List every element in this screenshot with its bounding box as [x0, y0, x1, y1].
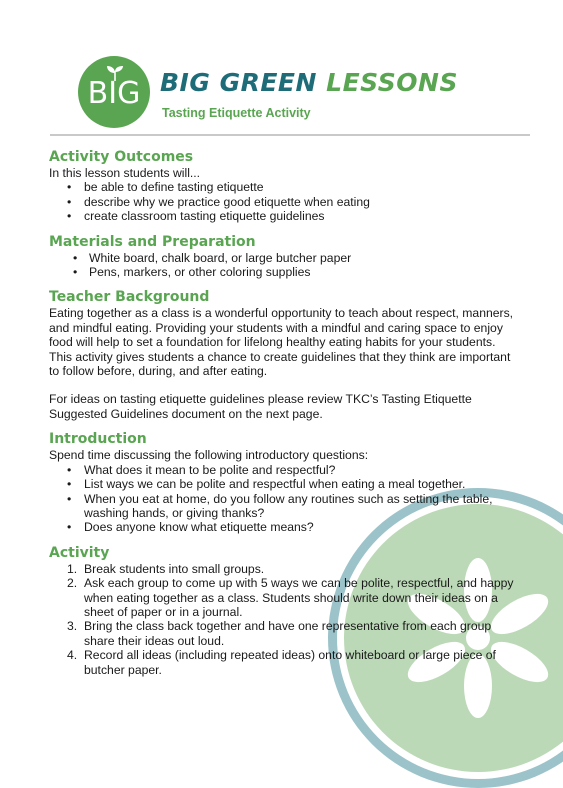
list-item [49, 648, 519, 677]
list-item: • White board, chalk board, or large butcher paper [49, 251, 519, 265]
brand-title-main: BIG GREEN [160, 68, 327, 97]
outcomes-list [49, 180, 519, 223]
activity-heading: Activity [49, 544, 110, 561]
text-line: when eating together as a class. Students should write down their ideas on a [84, 590, 498, 605]
text-line: Break students into small groups. [84, 561, 265, 576]
text-line: This activity gives students a chance to create guidelines that they think are important [49, 349, 511, 364]
text-line: to follow before, during, and after eating. [49, 364, 268, 379]
text-line: share their ideas out loud. [84, 633, 225, 648]
text-line: Ask each group to come up with 5 ways we can be polite, respectful, and happy [84, 576, 514, 591]
text-line: When you eat at home, do you follow any routines such as setting the table, [84, 491, 493, 506]
list-item [49, 520, 519, 534]
background-heading: Teacher Background [49, 289, 210, 306]
step-number: 3. [67, 619, 78, 634]
introduction-intro: Spend time discussing the following introductory questions: [49, 448, 369, 463]
list-item [49, 576, 519, 619]
activity-steps [49, 562, 519, 677]
step-number: 4. [67, 648, 78, 663]
text-line: For ideas on tasting etiquette guidelines please review TKC’s Tasting Etiquette [49, 392, 472, 407]
text-line: Bring the class back together and have one representative from each group [84, 619, 492, 634]
lesson-content [49, 149, 519, 677]
brand-title-accent: LESSONS [326, 68, 458, 97]
list-item [49, 463, 519, 477]
text-line: Does anyone know what etiquette means? [84, 520, 314, 535]
step-number: 1. [67, 561, 78, 576]
list-item [49, 477, 519, 491]
background-paragraph-2 [49, 392, 519, 421]
text-line: Record all ideas (including repeated ideas) onto whiteboard or large piece of [84, 648, 496, 663]
text-line: Suggested Guidelines document on the next page. [49, 406, 323, 421]
list-item [49, 492, 519, 521]
list-item: • be able to define tasting etiquette [49, 180, 519, 194]
header-divider [50, 134, 530, 136]
text-line: What does it mean to be polite and respectful? [84, 462, 336, 477]
outcomes-intro: In this lesson students will... [49, 166, 201, 180]
background-paragraph-1 [49, 306, 519, 378]
materials-heading: Materials and Preparation [49, 233, 256, 250]
list-item [49, 619, 519, 648]
outcomes-heading: Activity Outcomes [49, 149, 194, 165]
text-line: sheet of paper or in a journal. [84, 604, 243, 619]
introduction-list [49, 463, 519, 535]
step-number: 2. [67, 576, 78, 591]
list-item: • create classroom tasting etiquette guidelines [49, 209, 519, 223]
text-line: and mindful eating. Providing your students with a mindful and caring space to enjoy [49, 320, 503, 335]
list-item: • Pens, markers, or other coloring supplies [49, 265, 519, 279]
text-line: Eating together as a class is a wonderful opportunity to teach about respect, manners, [49, 306, 514, 321]
introduction-heading: Introduction [49, 431, 147, 448]
page-subtitle: Tasting Etiquette Activity [162, 106, 311, 120]
text-line: washing hands, or giving thanks? [84, 505, 265, 520]
list-item: • describe why we practice good etiquette when eating [49, 195, 519, 209]
materials-list [49, 251, 519, 280]
logo [78, 56, 150, 128]
text-line: food will help to set a foundation for lifelong healthy eating habits for your students. [49, 335, 496, 350]
brand-title [160, 68, 458, 97]
logo-text: BIG [87, 76, 141, 111]
list-item [49, 562, 519, 576]
text-line: butcher paper. [84, 662, 162, 677]
text-line: List ways we can be polite and respectful when eating a meal together. [84, 477, 466, 492]
